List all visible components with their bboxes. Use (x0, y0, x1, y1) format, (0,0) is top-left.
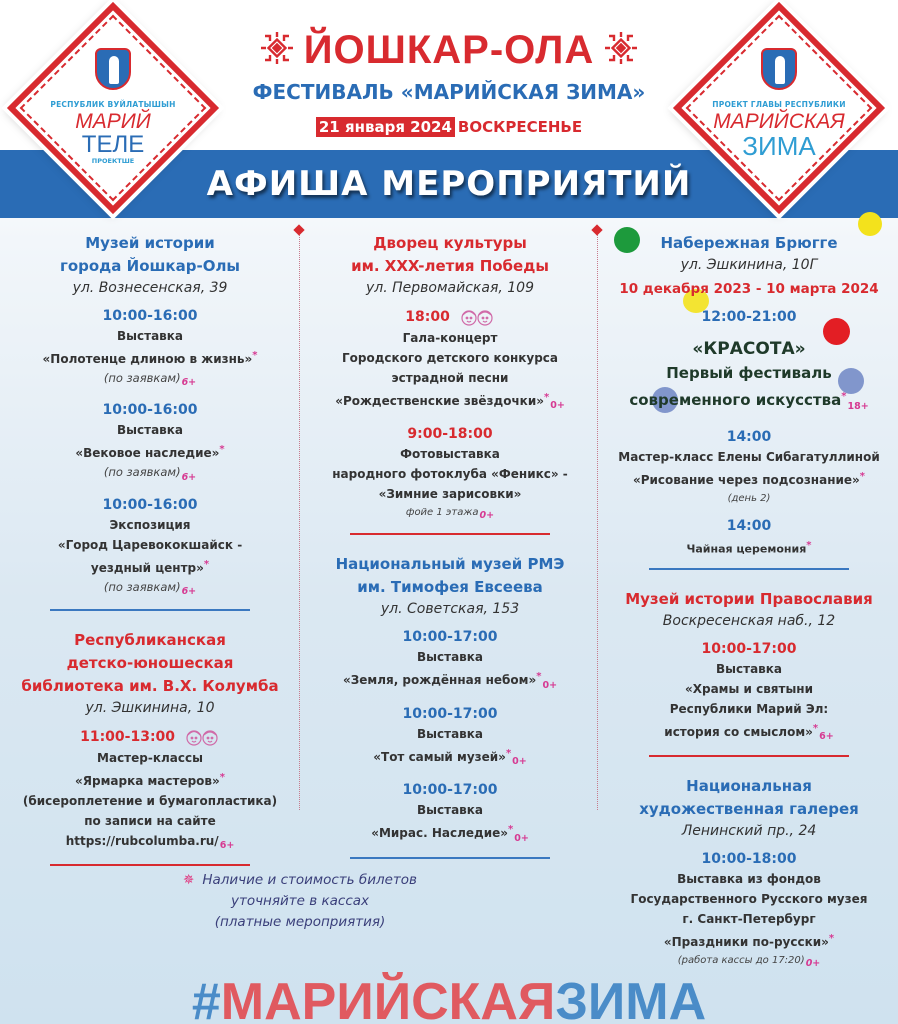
event-title: «Полотенце длиною в жизнь»* (42, 350, 258, 366)
event-time: 10:00-17:00 (701, 640, 797, 657)
event-item (310, 424, 590, 525)
event-time: 10:00-17:00 (402, 705, 498, 722)
age-rating: 18+ (847, 401, 869, 412)
event-type: Выставка из фондов (677, 872, 821, 887)
venue-history-museum (20, 232, 280, 611)
event-type: Выставка (417, 726, 483, 741)
logo-word-2: ЗИМА (742, 131, 816, 161)
event-detail: современного искусства*$_{18+}$ (629, 391, 869, 412)
venue-art-gallery (600, 775, 898, 973)
asterisk-icon: * (203, 558, 210, 570)
event-type: Выставка (117, 423, 183, 438)
age-rating: 0+ (550, 400, 565, 412)
age-rating: 6+ (181, 377, 197, 389)
venue-name: Набережная Брюгге (660, 234, 838, 252)
section-separator (50, 609, 250, 611)
asterisk-icon: ✵ (183, 872, 195, 888)
asterisk-icon: * (508, 824, 514, 836)
event-title: «Тот самый $музей»^*_{0+}$ (373, 747, 527, 768)
event-note: (по $заявкам)_{6+}$ (103, 579, 197, 597)
logo-top-text: РЕСПУБЛИК ВУЙЛАТЫШЫН (50, 100, 176, 109)
event-detail: по записи на сайте (84, 813, 216, 828)
date-badge: 21 января 2024 (316, 117, 455, 137)
venue-address: ул. Эшкинина, 10 (85, 699, 215, 716)
poster-header (0, 0, 898, 230)
children-faces-icon (459, 306, 495, 328)
section-separator (350, 857, 550, 859)
festival-title: ФЕСТИВАЛЬ «МАРИЙСКАЯ ЗИМА» (252, 80, 646, 104)
age-rating: 0+ (479, 510, 495, 522)
event-item (600, 639, 898, 747)
event-detail: Первый фестиваль (666, 364, 832, 382)
asterisk-icon: * (812, 722, 819, 734)
event-type: Экспозиция (109, 517, 191, 532)
event-type: Мастер-классы (97, 750, 203, 765)
event-note: фойе 1 этажа0+ (405, 507, 495, 522)
event-item (20, 306, 280, 392)
age-rating: 6+ (219, 840, 235, 852)
venue-address: ул. Советская, 153 (380, 601, 520, 618)
event-time: 18:00 (310, 306, 590, 328)
event-time: 11:00-13:00 (20, 726, 280, 748)
asterisk-icon: * (252, 350, 258, 361)
event-item (20, 726, 280, 856)
banner-title: АФИША МЕРОПРИЯТИЙ (206, 164, 692, 204)
age-rating: 6+ (181, 471, 197, 483)
event-title: «Мирас. $Наследие»^*_{0+}$ (371, 824, 529, 844)
venue-address: Ленинский пр., 24 (681, 823, 817, 840)
event-item (600, 307, 898, 419)
event-note: (по $заявкам)_{6+}$ (103, 371, 197, 389)
event-item (600, 849, 898, 973)
asterisk-icon: * (841, 391, 847, 402)
event-link[interactable]: $https://rubcolumba.ru/_{6+}$ (65, 833, 235, 852)
event-time: 12:00-21:00 (701, 309, 797, 325)
venue-name: Музей истории Православия (625, 589, 873, 608)
venue-orthodoxy-museum (600, 588, 898, 757)
event-time: 10:00-16:00 (102, 308, 198, 324)
event-item (600, 516, 898, 560)
event-title: «Земля, рождённая $небом»^*_{0+}$ (342, 671, 558, 691)
event-type: Выставка (716, 661, 782, 676)
event-item (20, 495, 280, 601)
venue-address: ул. Первомайская, 109 (366, 280, 534, 296)
logo-mariyskaya-zima (704, 48, 854, 159)
section-separator (50, 864, 250, 866)
event-title: «Праздники по-русски»* (663, 933, 835, 950)
column-divider (299, 230, 300, 810)
venue-name: Музей истории города Йошкар-Олы (60, 234, 240, 275)
event-item (310, 627, 590, 695)
event-detail: Государственного Русского музея (630, 892, 868, 907)
column-3 (600, 232, 898, 987)
event-type: Фотовыставка (400, 447, 500, 462)
hashtag (0, 972, 898, 1024)
event-item (600, 427, 898, 508)
event-note: (день 2) (727, 493, 771, 504)
event-detail: эстрадной песни (391, 371, 509, 385)
event-type: Выставка (417, 803, 483, 818)
venue-palace-of-culture (310, 232, 590, 535)
event-detail: (бисероплетение и бумагопластика) (22, 793, 278, 808)
event-time: 10:00-16:00 (102, 402, 198, 419)
children-faces-icon (184, 726, 220, 748)
event-title: «Ярмарка мастеров»* (74, 771, 226, 788)
age-rating: 0+ (805, 958, 821, 970)
age-rating: 0+ (542, 679, 558, 691)
hashtag-word-2: ЗИМА (555, 973, 707, 1024)
event-type: Мастер-класс Елены Сибагатуллиной (618, 450, 880, 464)
event-detail: народного фотоклуба «Феникс» - (332, 467, 568, 482)
venue-bruges-embankment (600, 232, 898, 570)
age-rating: 6+ (819, 731, 834, 743)
asterisk-icon: * (543, 392, 550, 403)
event-detail: г. Санкт-Петербург (682, 912, 816, 927)
event-time: 9:00-18:00 (407, 426, 493, 443)
venue-address: Воскресенская наб., 12 (662, 612, 836, 629)
asterisk-icon: * (859, 471, 866, 482)
ded-moroz-shield-icon (95, 48, 131, 90)
event-title: «Храмы и святыни (684, 681, 814, 696)
venue-address: ул. Вознесенская, 39 (72, 280, 228, 296)
logo-word-1: МАРИЙСКАЯ (713, 110, 845, 133)
ticket-footnote: ✵ Наличие и стоимость билетов уточняйте в кассах (платные мероприятия) (183, 872, 417, 930)
age-rating: 0+ (514, 832, 529, 844)
event-time: 10:00-17:00 (402, 782, 498, 799)
venue-period: 10 декабря 2023 - 10 марта 2024 (619, 281, 879, 297)
event-title-cont: уездный центр»* (90, 558, 210, 575)
event-note: (по $заявкам)_{6+}$ (103, 465, 197, 483)
event-type: Выставка (417, 650, 483, 665)
venue-address: ул. Эшкинина, 10Г (680, 257, 818, 273)
event-time: 10:00-17:00 (402, 629, 498, 646)
section-separator (649, 568, 849, 570)
event-time: 14:00 (726, 518, 772, 534)
hashtag-word-1: МАРИЙСКАЯ (220, 973, 556, 1024)
venue-name: Дворец культуры им. XXX-летия Победы (351, 234, 549, 275)
asterisk-icon: * (219, 771, 226, 783)
event-item (310, 704, 590, 772)
column-1 (20, 232, 280, 884)
asterisk-icon: * (536, 671, 542, 683)
event-title: «Город Царевококшайск - (57, 537, 243, 552)
event-time: 10:00-18:00 (701, 851, 797, 868)
event-title: «Вековое наследие»* (75, 444, 225, 461)
ded-moroz-shield-icon (761, 48, 797, 90)
section-separator (350, 533, 550, 535)
age-rating: 6+ (181, 585, 197, 597)
venue-children-library (20, 629, 280, 866)
event-title: «Рисование через подсознание»* (632, 471, 866, 487)
logo-mariy-tele (38, 48, 188, 165)
logo-bottom-text: ПРОЕКТШЕ (91, 157, 135, 165)
venue-national-museum (310, 553, 590, 858)
column-2 (310, 232, 590, 877)
event-type: Гала-концерт (402, 331, 498, 345)
asterisk-icon: * (505, 747, 512, 759)
event-title: «КРАСОТА» (692, 339, 806, 359)
event-item (310, 780, 590, 848)
asterisk-icon: * (219, 444, 225, 456)
hashtag-symbol: # (191, 973, 221, 1024)
venue-name: Национальный музей РМЭ им. Тимофея Евсеева (335, 555, 565, 597)
logo-top-text: ПРОЕКТ ГЛАВЫ РЕСПУБЛИКИ (712, 100, 846, 109)
asterisk-icon: * (806, 540, 812, 551)
event-item (310, 306, 590, 416)
day-of-week: ВОСКРЕСЕНЬЕ (457, 118, 583, 136)
mari-ornament-icon (260, 31, 294, 65)
city-name: ЙОШКАР-ОЛА (303, 28, 595, 72)
event-type: Выставка (117, 329, 183, 343)
event-title: Чайная церемония* (686, 540, 812, 556)
event-item (20, 400, 280, 486)
column-divider (597, 230, 598, 810)
logo-word-1: МАРИЙ (75, 110, 151, 133)
venue-name: Республиканская детско-юношеская библиотека им. В.Х. Колумба (21, 630, 279, 695)
venue-name: Национальная художественная галерея (639, 777, 859, 819)
age-rating: 0+ (512, 756, 527, 768)
event-time: 14:00 (726, 429, 772, 445)
event-title-cont: Республики Марий Эл: (669, 701, 829, 716)
event-title: «Рождественские $звёздочки»^*_{0+}$ (335, 392, 565, 412)
logo-word-2: ТЕЛЕ (81, 131, 145, 158)
event-title: «Зимние зарисовки» (378, 487, 522, 502)
section-separator (649, 755, 849, 757)
asterisk-icon: * (828, 933, 835, 945)
event-note: (работа кассы до 17:20)0+ (677, 955, 821, 970)
event-time: 10:00-16:00 (102, 496, 198, 513)
mari-ornament-icon (604, 31, 638, 65)
event-title-cont: история со $смыслом»^*_{6+}$ (664, 722, 834, 743)
event-detail: Городского детского конкурса (341, 351, 559, 365)
